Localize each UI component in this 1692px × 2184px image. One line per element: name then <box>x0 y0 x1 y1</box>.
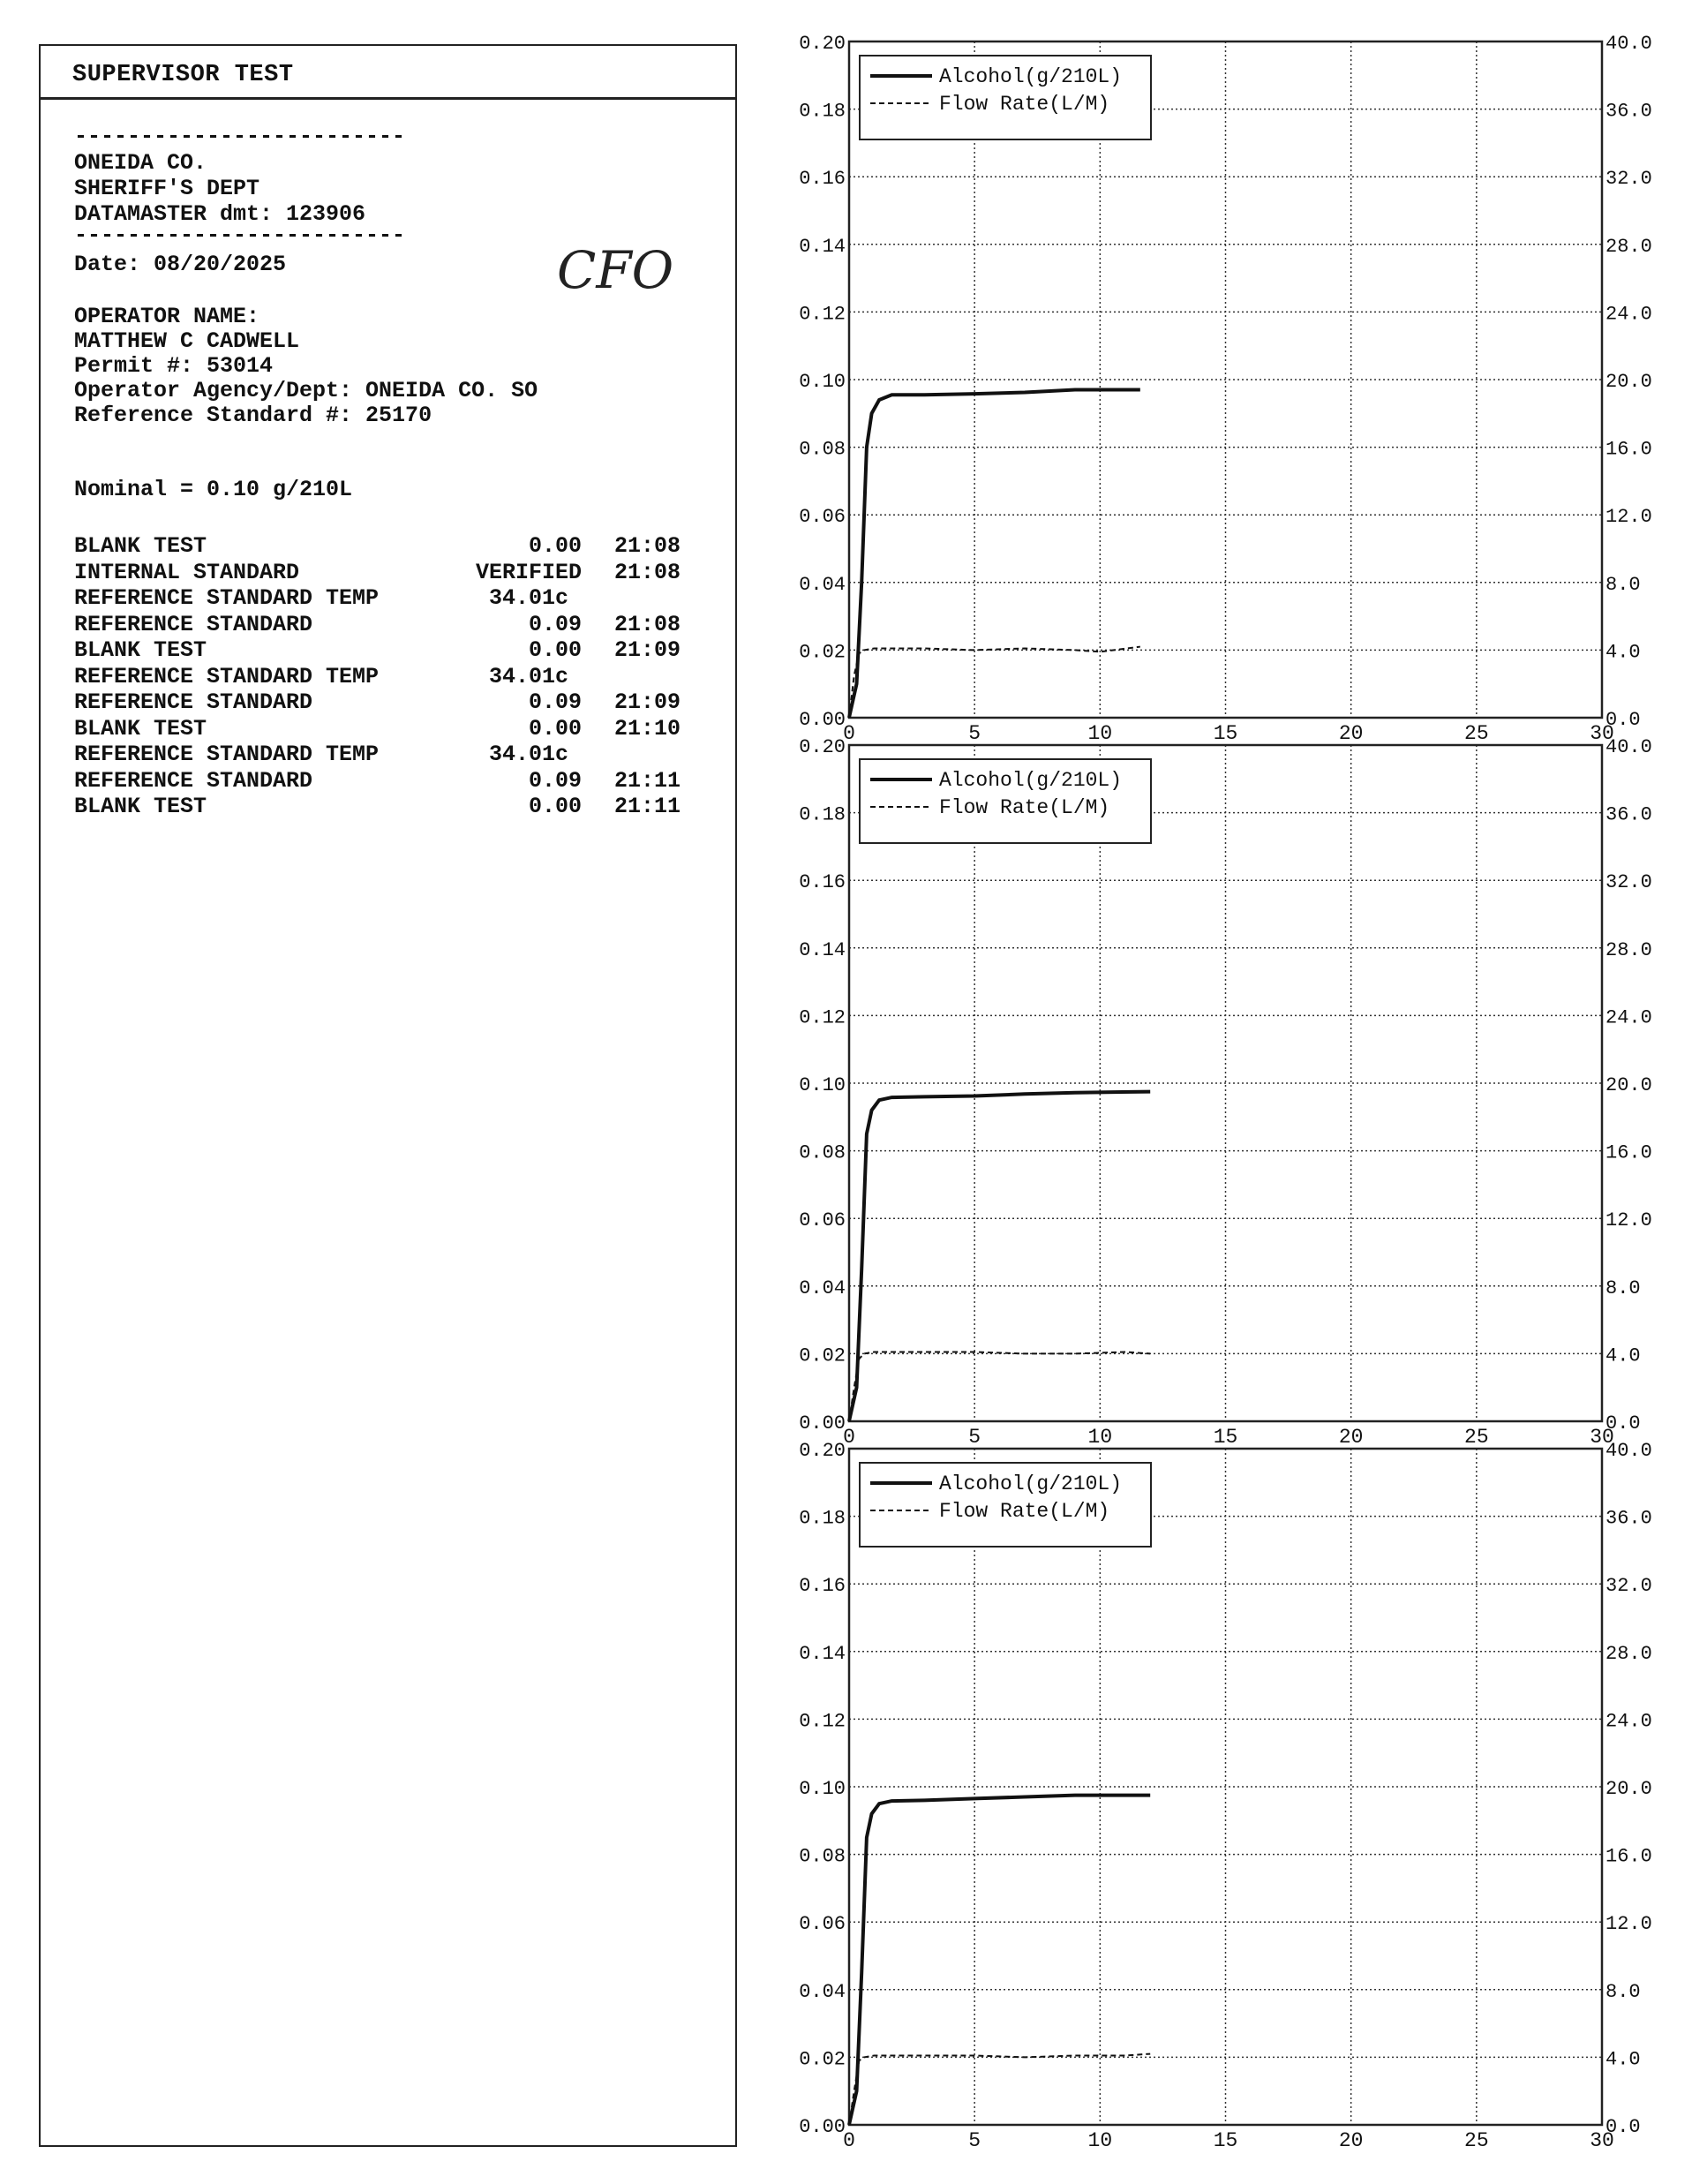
y-tick-label: 0.20 <box>799 33 846 55</box>
flow-rate-series-line <box>849 2054 1150 2125</box>
y2-tick-label: 32.0 <box>1606 871 1652 894</box>
y-tick-label: 0.16 <box>799 871 846 894</box>
result-row <box>74 585 736 611</box>
y2-tick-label: 16.0 <box>1606 1141 1652 1164</box>
y-tick-label: 0.08 <box>799 1845 846 1868</box>
result-time: 21:09 <box>614 637 681 663</box>
y2-tick-label: 4.0 <box>1606 1344 1641 1367</box>
y-tick-label: 0.06 <box>799 506 846 529</box>
legend-label: Alcohol(g/210L) <box>939 65 1123 88</box>
x-tick-label: 25 <box>1464 722 1489 745</box>
y2-tick-label: 0.0 <box>1606 709 1641 731</box>
result-label: REFERENCE STANDARD <box>74 611 313 637</box>
y-tick-label: 0.14 <box>799 938 846 961</box>
y2-tick-label: 40.0 <box>1606 33 1652 55</box>
y2-tick-label: 28.0 <box>1606 938 1652 961</box>
y2-tick-label: 36.0 <box>1606 1507 1652 1530</box>
x-tick-label: 30 <box>1590 1426 1614 1449</box>
chart-legend <box>860 56 1151 139</box>
result-time: 21:11 <box>614 767 681 794</box>
result-row <box>74 560 736 585</box>
y2-tick-label: 4.0 <box>1606 2048 1641 2071</box>
result-value: 34.01c <box>488 663 582 689</box>
test-date: Date: 08/20/2025 <box>74 252 287 277</box>
result-label: BLANK TEST <box>74 637 207 663</box>
agency-line-2: SHERIFF'S DEPT <box>74 176 260 201</box>
y-tick-label: 0.06 <box>799 1209 846 1232</box>
y2-tick-label: 32.0 <box>1606 1575 1652 1598</box>
separator: ------------------------- <box>74 124 406 149</box>
y-tick-label: 0.08 <box>799 1141 846 1164</box>
result-time: 21:11 <box>614 794 681 819</box>
y-tick-label: 0.14 <box>799 235 846 258</box>
y-tick-label: 0.08 <box>799 438 846 461</box>
y2-tick-label: 4.0 <box>1606 641 1641 664</box>
y-tick-label: 0.14 <box>799 1642 846 1665</box>
result-value: VERIFIED <box>475 559 582 585</box>
x-tick-label: 30 <box>1590 722 1614 745</box>
y2-tick-label: 24.0 <box>1606 1710 1652 1733</box>
result-label: REFERENCE STANDARD TEMP <box>74 742 380 767</box>
y2-tick-label: 40.0 <box>1606 1440 1652 1462</box>
result-value: 34.01c <box>488 742 582 767</box>
result-value: 0.09 <box>528 689 582 715</box>
legend-label: Flow Rate(L/M) <box>939 1500 1110 1523</box>
report-title: SUPERVISOR TEST <box>72 62 294 88</box>
result-label: INTERNAL STANDARD <box>74 559 300 585</box>
result-value: 0.00 <box>528 533 582 559</box>
result-label: BLANK TEST <box>74 533 207 559</box>
result-time: 21:10 <box>614 715 681 742</box>
y-tick-label: 0.00 <box>799 709 846 731</box>
result-time: 21:08 <box>614 533 681 559</box>
chart-legend <box>860 759 1151 843</box>
y2-tick-label: 20.0 <box>1606 1074 1652 1096</box>
x-tick-label: 5 <box>968 722 981 745</box>
result-label: REFERENCE STANDARD TEMP <box>74 663 380 689</box>
y-tick-label: 0.12 <box>799 303 846 326</box>
x-tick-label: 10 <box>1087 2129 1113 2152</box>
instrument-id: DATAMASTER dmt: 123906 <box>74 201 366 227</box>
x-tick-label: 5 <box>968 1426 981 1449</box>
nominal-value: Nominal = 0.10 g/210L <box>74 477 353 502</box>
y-tick-label: 0.02 <box>799 1344 846 1367</box>
result-row <box>74 664 736 689</box>
alcohol-series-line <box>849 1796 1150 2125</box>
x-tick-label: 25 <box>1464 2129 1489 2152</box>
legend-label: Flow Rate(L/M) <box>939 93 1110 116</box>
result-value: 0.09 <box>528 611 582 637</box>
y2-tick-label: 8.0 <box>1606 1980 1641 2003</box>
x-tick-label: 10 <box>1087 722 1113 745</box>
y-tick-label: 0.02 <box>799 2048 846 2071</box>
y-tick-label: 0.16 <box>799 1575 846 1598</box>
x-tick-label: 10 <box>1087 1426 1113 1449</box>
y-tick-label: 0.04 <box>799 1277 846 1299</box>
y-tick-label: 0.04 <box>799 573 846 596</box>
separator: ------------------------- <box>74 222 406 248</box>
y2-tick-label: 24.0 <box>1606 303 1652 326</box>
result-row <box>74 533 736 559</box>
y2-tick-label: 20.0 <box>1606 1778 1652 1800</box>
y-tick-label: 0.18 <box>799 803 846 826</box>
y-tick-label: 0.00 <box>799 2116 846 2138</box>
result-row <box>74 612 736 637</box>
y-tick-label: 0.10 <box>799 371 846 393</box>
y2-tick-label: 36.0 <box>1606 100 1652 123</box>
result-value: 0.09 <box>528 767 582 794</box>
alcohol-series-line <box>849 1092 1150 1421</box>
breath-test-chart-3 <box>777 1434 1692 2150</box>
x-tick-label: 20 <box>1338 1426 1364 1449</box>
y-tick-label: 0.06 <box>799 1913 846 1936</box>
result-label: REFERENCE STANDARD <box>74 767 313 794</box>
supervisor-test-report <box>39 44 737 2147</box>
y2-tick-label: 36.0 <box>1606 803 1652 826</box>
operator-agency: Operator Agency/Dept: ONEIDA CO. SO <box>74 378 538 403</box>
y2-tick-label: 12.0 <box>1606 1913 1652 1936</box>
y2-tick-label: 40.0 <box>1606 736 1652 758</box>
x-tick-label: 0 <box>843 1426 855 1449</box>
y-tick-label: 0.18 <box>799 1507 846 1530</box>
legend-label: Alcohol(g/210L) <box>939 769 1123 792</box>
y-tick-label: 0.16 <box>799 168 846 191</box>
result-time: 21:08 <box>614 611 681 637</box>
y-tick-label: 0.10 <box>799 1074 846 1096</box>
y2-tick-label: 28.0 <box>1606 235 1652 258</box>
result-label: REFERENCE STANDARD TEMP <box>74 585 380 611</box>
result-row <box>74 716 736 742</box>
handwritten-note: CFO <box>557 240 674 300</box>
x-tick-label: 30 <box>1590 2129 1614 2152</box>
y2-tick-label: 20.0 <box>1606 371 1652 393</box>
x-tick-label: 15 <box>1213 2129 1238 2152</box>
legend-label: Alcohol(g/210L) <box>939 1472 1123 1495</box>
y-tick-label: 0.04 <box>799 1980 846 2003</box>
result-row <box>74 768 736 794</box>
result-value: 0.00 <box>528 715 582 742</box>
reference-standard-number: Reference Standard #: 25170 <box>74 403 432 428</box>
result-row <box>74 742 736 767</box>
operator-name: MATTHEW C CADWELL <box>74 328 300 354</box>
result-value: 34.01c <box>488 585 582 611</box>
x-tick-label: 15 <box>1213 722 1238 745</box>
result-time: 21:08 <box>614 559 681 585</box>
y-tick-label: 0.12 <box>799 1710 846 1733</box>
operator-label: OPERATOR NAME: <box>74 304 260 329</box>
permit-number: Permit #: 53014 <box>74 353 274 379</box>
result-row <box>74 794 736 819</box>
y2-tick-label: 12.0 <box>1606 506 1652 529</box>
x-tick-label: 0 <box>843 2129 855 2152</box>
result-label: BLANK TEST <box>74 794 207 819</box>
agency-line-1: ONEIDA CO. <box>74 150 207 176</box>
flow-rate-series-line <box>849 647 1140 718</box>
y2-tick-label: 32.0 <box>1606 168 1652 191</box>
y-tick-label: 0.20 <box>799 736 846 758</box>
y-tick-label: 0.00 <box>799 1412 846 1435</box>
result-row <box>74 637 736 663</box>
x-tick-label: 15 <box>1213 1426 1238 1449</box>
chart-legend <box>860 1463 1151 1547</box>
legend-label: Flow Rate(L/M) <box>939 796 1110 819</box>
y2-tick-label: 12.0 <box>1606 1209 1652 1232</box>
report-header <box>41 46 735 100</box>
alcohol-series-line <box>849 389 1140 718</box>
y-tick-label: 0.18 <box>799 100 846 123</box>
result-value: 0.00 <box>528 794 582 819</box>
y2-tick-label: 24.0 <box>1606 1006 1652 1029</box>
y-tick-label: 0.02 <box>799 641 846 664</box>
x-tick-label: 20 <box>1338 722 1364 745</box>
x-tick-label: 25 <box>1464 1426 1489 1449</box>
y2-tick-label: 28.0 <box>1606 1642 1652 1665</box>
result-row <box>74 689 736 715</box>
result-label: REFERENCE STANDARD <box>74 689 313 715</box>
result-time: 21:09 <box>614 689 681 715</box>
breath-test-chart-2 <box>777 730 1692 1447</box>
x-tick-label: 5 <box>968 2129 981 2152</box>
y-tick-label: 0.10 <box>799 1778 846 1800</box>
y-tick-label: 0.20 <box>799 1440 846 1462</box>
breath-test-chart-1 <box>777 26 1692 743</box>
x-tick-label: 0 <box>843 722 855 745</box>
result-value: 0.00 <box>528 637 582 663</box>
result-label: BLANK TEST <box>74 715 207 742</box>
y2-tick-label: 8.0 <box>1606 573 1641 596</box>
y2-tick-label: 16.0 <box>1606 438 1652 461</box>
y2-tick-label: 0.0 <box>1606 1412 1641 1435</box>
y2-tick-label: 16.0 <box>1606 1845 1652 1868</box>
y2-tick-label: 8.0 <box>1606 1277 1641 1299</box>
y2-tick-label: 0.0 <box>1606 2116 1641 2138</box>
flow-rate-series-line <box>849 1352 1150 1421</box>
x-tick-label: 20 <box>1338 2129 1364 2152</box>
y-tick-label: 0.12 <box>799 1006 846 1029</box>
